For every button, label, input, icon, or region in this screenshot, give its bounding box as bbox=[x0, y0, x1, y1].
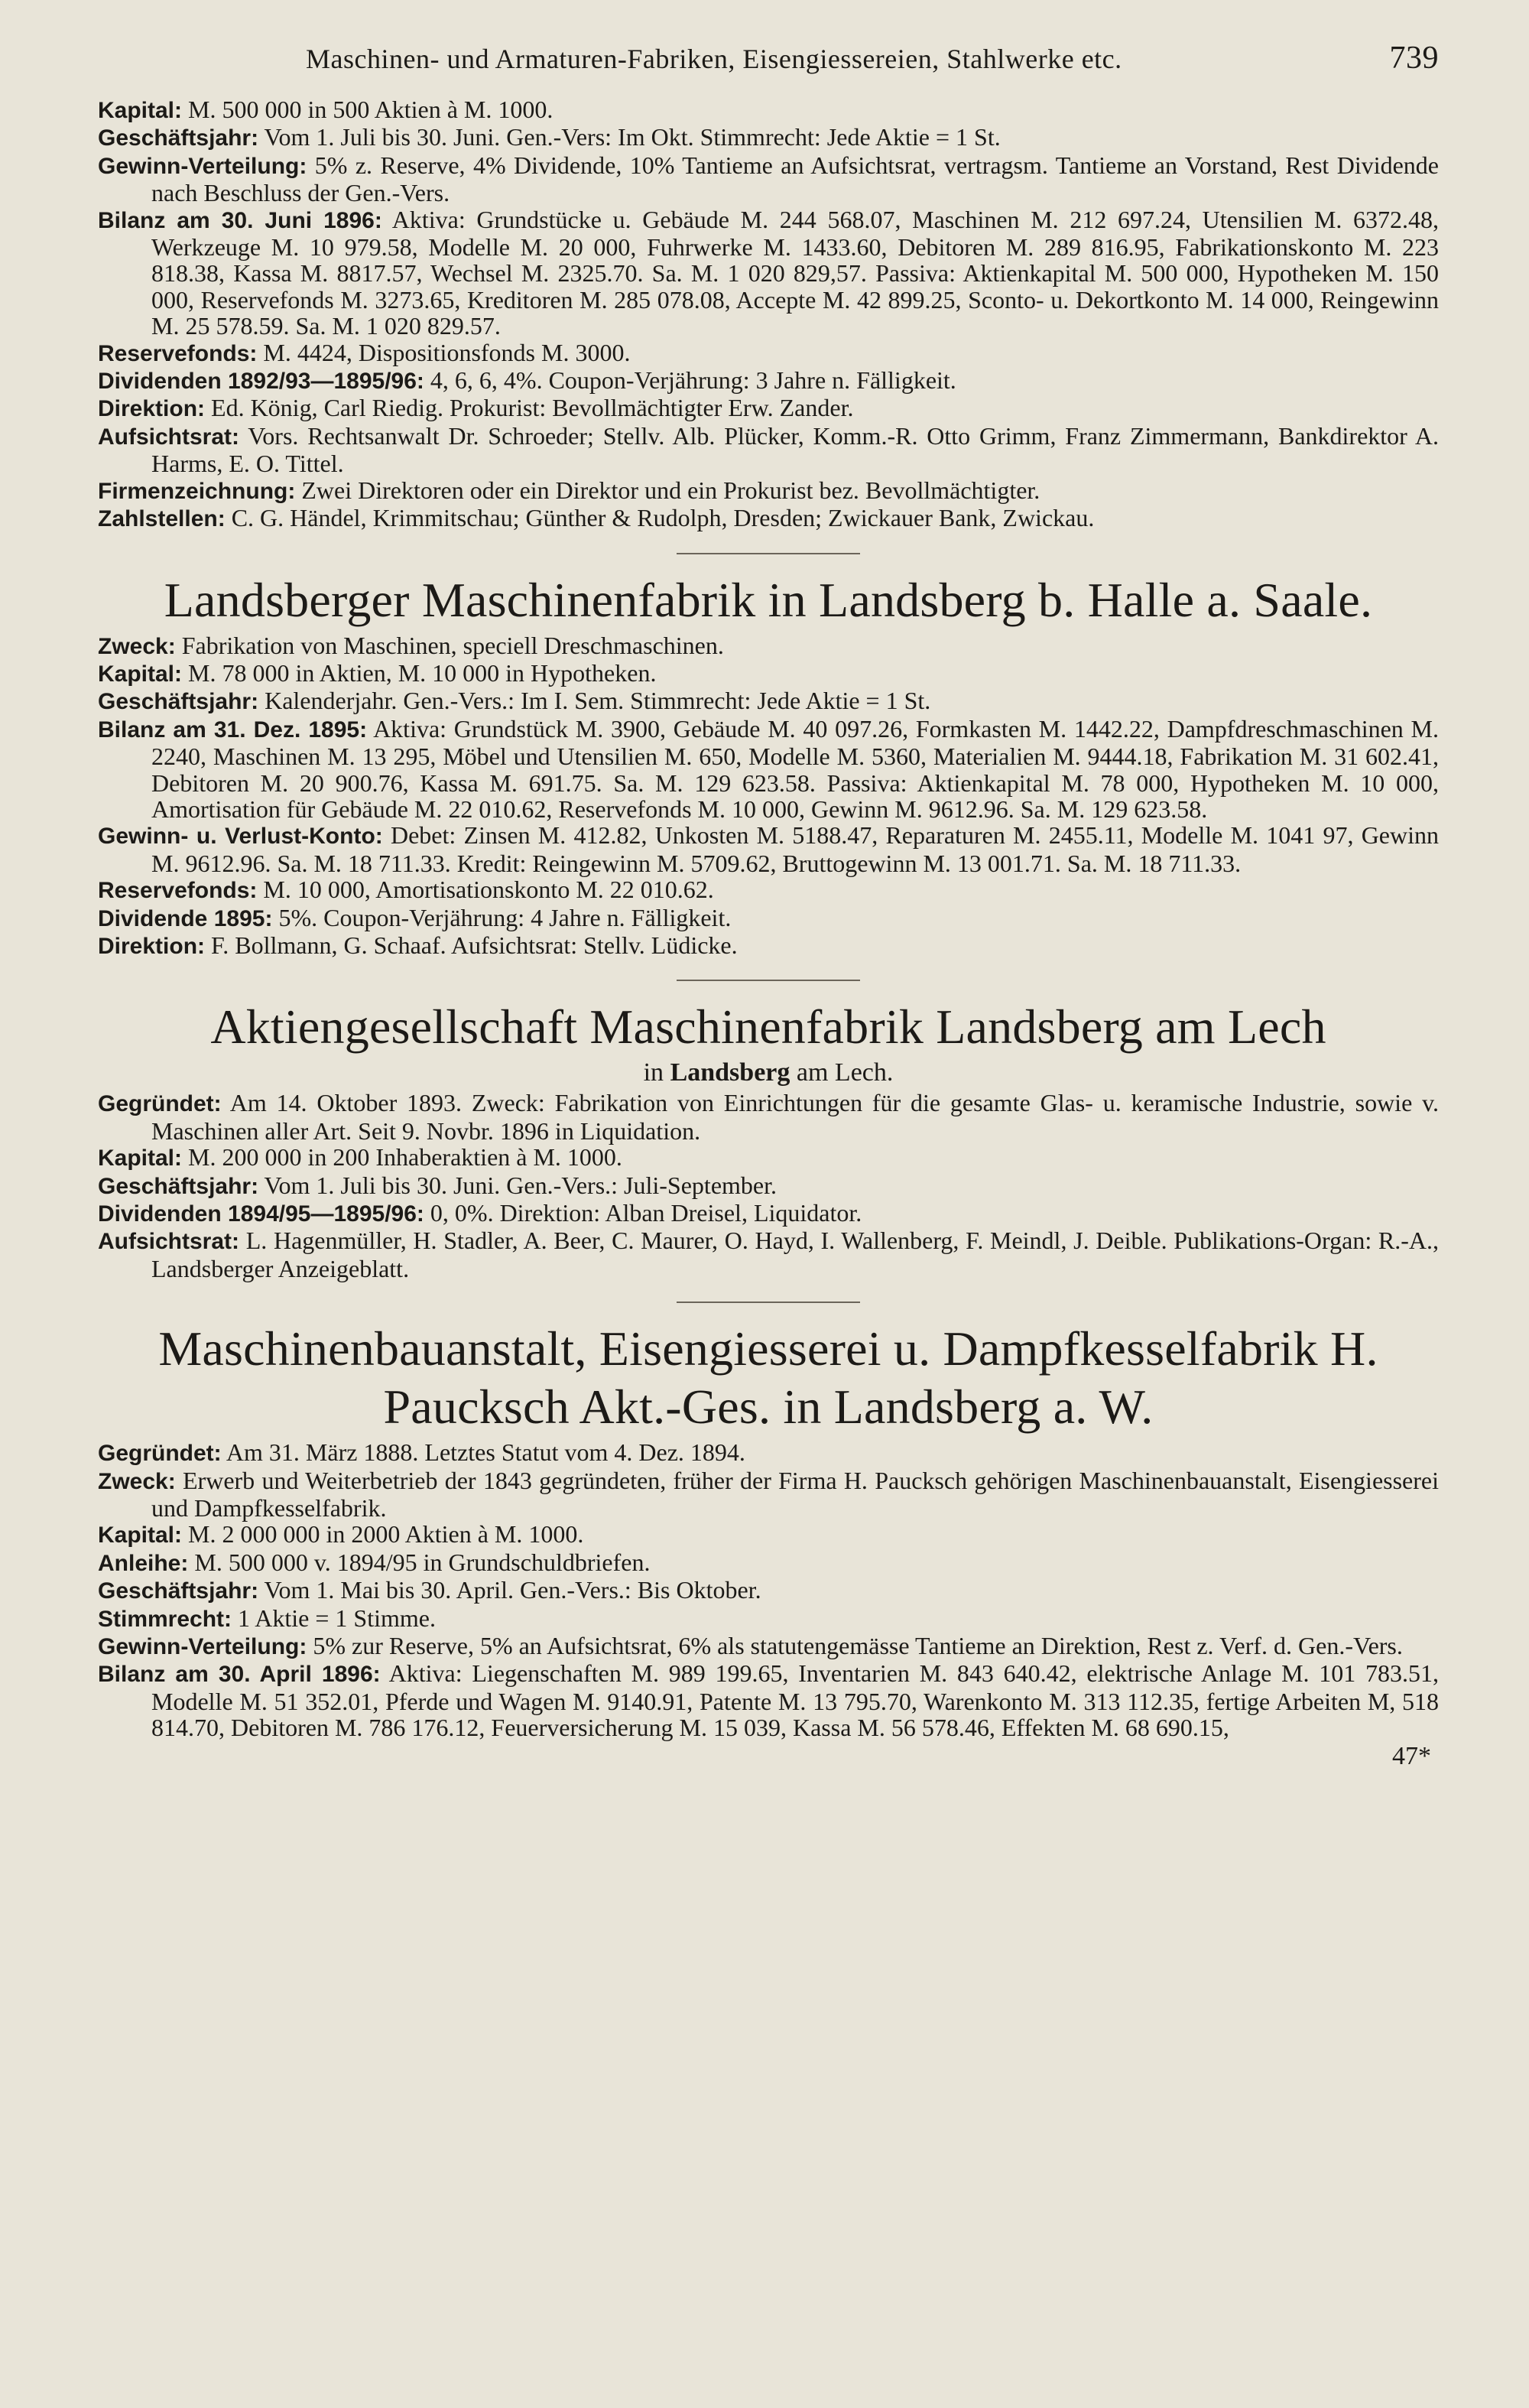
signature-mark: 47* bbox=[1392, 1741, 1431, 1770]
entry-kapital: Kapital: M. 78 000 in Aktien, M. 10 000 in Hypotheken. bbox=[98, 658, 657, 687]
entry-dividenden: Dividenden 1892/93—1895/96: 4, 6, 6, 4%. Coupon-Verjährung: 3 Jahre n. Fälligkeit. bbox=[98, 366, 956, 395]
section-divider bbox=[677, 980, 860, 981]
entry-gewinn-verlust-konto: Gewinn- u. Verlust-Konto: Debet: Zinsen M. 412.82, Unkosten M. 5188.47, Reparaturen M. 2455.11, Modelle M. 1041 97, Gewinn M. 9612.96. Sa. M. 18 711.33. Kredit: Reingewinn M. 5709.62, Bruttogewinn M. 13 001.71. Sa. M. 18 711.33. bbox=[98, 821, 1440, 877]
entry-geschaeftsjahr: Geschäftsjahr: Vom 1. Mai bis 30. April. Gen.-Vers.: Bis Oktober. bbox=[98, 1576, 761, 1604]
entry-reservefonds: Reservefonds: M. 4424, Dispositionsfonds M. 3000. bbox=[98, 338, 631, 366]
entry-reservefonds: Reservefonds: M. 10 000, Amortisationskonto M. 22 010.62. bbox=[98, 876, 714, 904]
company-entry bbox=[98, 1320, 1439, 1740]
entry-zahlstellen: Zahlstellen: C. G. Händel, Krimmitschau; Günther & Rudolph, Dresden; Zwickauer Bank, Zwickau. bbox=[98, 504, 1095, 532]
entry-dividende: Dividende 1895: 5%. Coupon-Verjährung: 4 Jahre n. Fälligkeit. bbox=[98, 903, 732, 931]
entry-gegruendet: Gegründet: Am 14. Oktober 1893. Zweck: Fabrikation von Einrichtungen für die gesamte Glas- u. keramische Industrie, sowie v. Maschinen aller Art. Seit 9. Novbr. 1896 in Liquidation. bbox=[98, 1089, 1440, 1145]
company-title: Maschinenbauanstalt, Eisengiesserei u. Dampfkesselfabrik H. Paucksch Akt.-Ges. in Landsberg a. W. bbox=[158, 1321, 1378, 1435]
company-title: Landsberger Maschinenfabrik in Landsberg b. Halle a. Saale. bbox=[164, 572, 1373, 627]
running-head-title: Maschinen- und Armaturen-Fabriken, Eisengiessereien, Stahlwerke etc. bbox=[306, 44, 1122, 74]
company-location: Landsberg bbox=[670, 1058, 790, 1087]
company-title: Aktiengesellschaft Maschinenfabrik Landsberg am Lech bbox=[210, 999, 1326, 1055]
page-number: 739 bbox=[1389, 41, 1439, 76]
section-divider bbox=[677, 1301, 860, 1303]
entry-zweck: Zweck: Fabrikation von Maschinen, speciell Dreschmaschinen. bbox=[98, 631, 724, 659]
company-entry bbox=[98, 571, 1439, 960]
entry-anleihe: Anleihe: M. 500 000 v. 1894/95 in Grundschuldbriefen. bbox=[98, 1548, 651, 1576]
entry-aufsichtsrat: Aufsichtsrat: L. Hagenmüller, H. Stadler, A. Beer, C. Maurer, O. Hayd, I. Wallenberg, F. Meindl, J. Deible. Publikations-Organ: R.-A., Landsberger Anzeigeblatt. bbox=[98, 1227, 1440, 1282]
company-entry bbox=[98, 998, 1439, 1282]
running-head bbox=[98, 34, 1439, 95]
entry-geschaeftsjahr: Geschäftsjahr: Vom 1. Juli bis 30. Juni. Gen.-Vers.: Juli-September. bbox=[98, 1171, 777, 1199]
entry-dividenden: Dividenden 1894/95—1895/96: 0, 0%. Direktion: Alban Dreisel, Liquidator. bbox=[98, 1199, 862, 1227]
company-subtitle: in Landsberg am Lech. bbox=[643, 1058, 894, 1087]
entry-zweck: Zweck: Erwerb und Weiterbetrieb der 1843 gegründeten, früher der Firma H. Paucksch gehörigen Maschinenbauanstalt, Eisengiesserei und Dampfkesselfabrik. bbox=[98, 1466, 1440, 1522]
entry-geschaeftsjahr: Geschäftsjahr: Vom 1. Juli bis 30. Juni. Gen.-Vers: Im Okt. Stimmrecht: Jede Aktie = 1 St. bbox=[98, 123, 1001, 151]
entry-kapital: Kapital: M. 200 000 in 200 Inhaberaktien à M. 1000. bbox=[98, 1143, 622, 1172]
entry-bilanz: Bilanz am 30. April 1896: Aktiva: Liegenschaften M. 989 199.65, Inventarien M. 843 640.42, elektrische Anlage M. 101 783.51, Modelle M. 51 352.01, Pferde und Wagen M. 9140.91, Patente M. 13 795.70, Warenkonto M. 313 112.35, fertige Arbeiten M, 518 814.70, Debitoren M. 786 176.12, Feuerversicherung M. 15 039, Kassa M. 56 578.46, Effekten M. 68 690.15, bbox=[98, 1659, 1440, 1742]
entry-firmenzeichnung: Firmenzeichnung: Zwei Direktoren oder ein Direktor und ein Prokurist bez. Bevollmächtigter. bbox=[98, 476, 1040, 504]
entry-kapital: Kapital: M. 2 000 000 in 2000 Aktien à M. 1000. bbox=[98, 1520, 584, 1548]
entry-kapital: Kapital: M. 500 000 in 500 Aktien à M. 1000. bbox=[98, 96, 553, 123]
section-divider bbox=[677, 553, 860, 554]
entry-direktion: Direktion: Ed. König, Carl Riedig. Prokurist: Bevollmächtigter Erw. Zander. bbox=[98, 394, 854, 422]
company-entry-continued bbox=[98, 96, 1439, 533]
entry-gewinn-verteilung: Gewinn-Verteilung: 5% zur Reserve, 5% an Aufsichtsrat, 6% als statutengemässe Tantieme an Direktion, Rest z. Verf. d. Gen.-Vers. bbox=[98, 1632, 1403, 1660]
entry-aufsichtsrat: Aufsichtsrat: Vors. Rechtsanwalt Dr. Schroeder; Stellv. Alb. Plücker, Komm.-R. Otto Grimm, Franz Zimmermann, Bankdirektor A. Harms, E. O. Tittel. bbox=[98, 421, 1440, 478]
entry-geschaeftsjahr: Geschäftsjahr: Kalenderjahr. Gen.-Vers.: Im I. Sem. Stimmrecht: Jede Aktie = 1 St. bbox=[98, 687, 931, 715]
entry-direktion: Direktion: F. Bollmann, G. Schaaf. Aufsichtsrat: Stellv. Lüdicke. bbox=[98, 931, 738, 959]
entry-gewinn-verteilung: Gewinn-Verteilung: 5% z. Reserve, 4% Dividende, 10% Tantieme an Aufsichtsrat, vertragsm. Tantieme an Vorstand, Rest Dividende nach Beschluss der Gen.-Vers. bbox=[98, 151, 1440, 207]
entry-bilanz: Bilanz am 30. Juni 1896: Aktiva: Grundstücke u. Gebäude M. 244 568.07, Maschinen M. 212 697.24, Utensilien M. 6372.48, Werkzeuge M. 10 979.58, Modelle M. 20 000, Fuhrwerke M. 1433.60, Debitoren M. 289 816.95, Fabrikationskonto M. 223 818.38, Kassa M. 8817.57, Wechsel M. 2325.70. Sa. M. 1 020 829,57. Passiva: Aktienkapital M. 500 000, Hypotheken M. 150 000, Reservefonds M. 3273.65, Kreditoren M. 285 078.08, Accepte M. 42 899.25, Sconto- u. Dekortkonto M. 14 000, Reingewinn M. 25 578.59. Sa. M. 1 020 829.57. bbox=[98, 205, 1439, 340]
entry-stimmrecht: Stimmrecht: 1 Aktie = 1 Stimme. bbox=[98, 1604, 436, 1632]
entry-bilanz: Bilanz am 31. Dez. 1895: Aktiva: Grundstück M. 3900, Gebäude M. 40 097.26, Formkasten M. 1442.22, Dampfdreschmaschinen M. 2240, Maschinen M. 13 295, Möbel und Utensilien M. 650, Modelle M. 5360, Materialien M. 9444.18, Fabrikation M. 31 602.41, Debitoren M. 20 900.76, Kassa M. 691.75. Sa. M. 129 623.58. Passiva: Aktienkapital M. 78 000, Hypotheken M. 10 000, Amortisation für Gebäude M. 22 010.62, Reservefonds M. 10 000, Gewinn M. 9612.96. Sa. M. 129 623.58. bbox=[98, 714, 1439, 823]
entry-gegruendet: Gegründet: Am 31. März 1888. Letztes Statut vom 4. Dez. 1894. bbox=[98, 1438, 745, 1467]
